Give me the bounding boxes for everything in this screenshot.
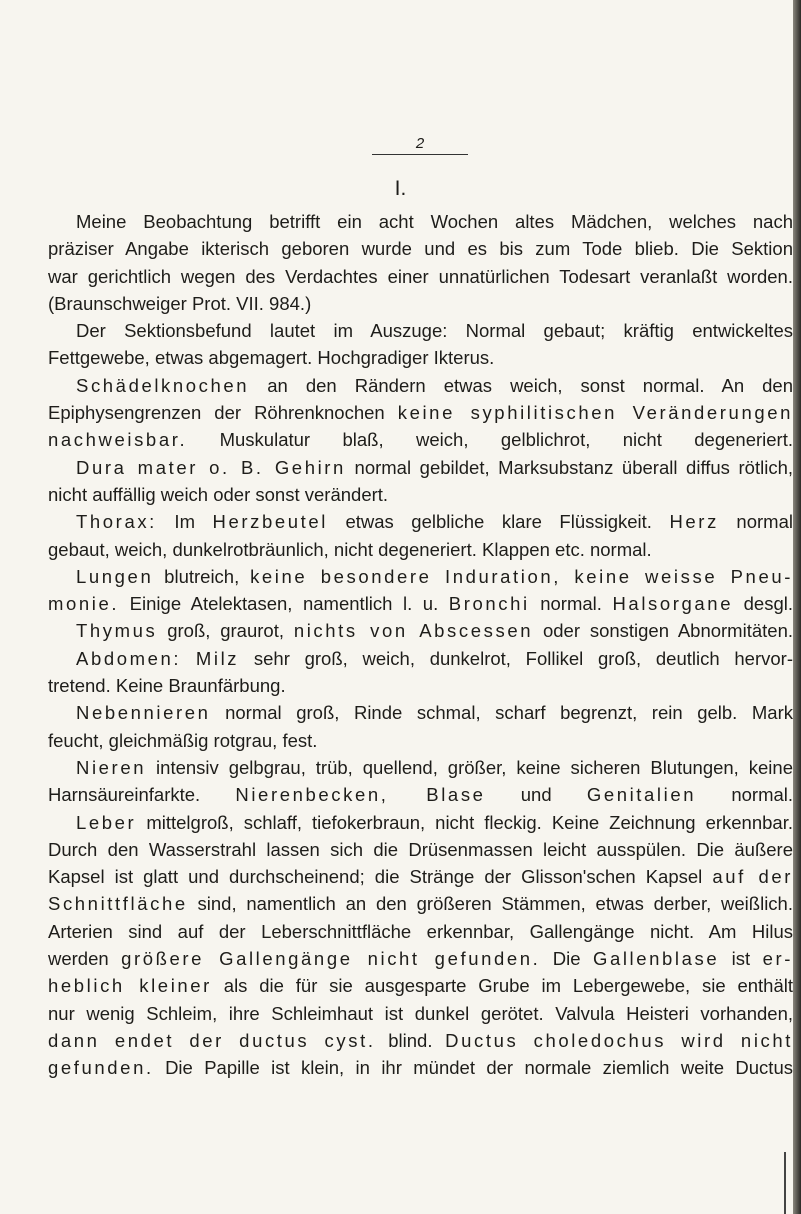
text-segment: Die Papille ist klein, in ihr mündet der normale ziemlich weite Ductus	[153, 1057, 793, 1079]
spaced-emphasis-text: Dura mater o. B. Gehirn	[76, 456, 346, 478]
scan-margin-mark	[784, 1152, 786, 1214]
text-segment: präziser Angabe ikterisch geboren wurde und es bis zum Tode blieb. Die Sektion	[48, 238, 793, 260]
spaced-emphasis-text: größere Gallengänge nicht gefunden.	[121, 948, 541, 970]
spaced-emphasis-text: Nierenbecken, Blase	[235, 784, 486, 806]
spaced-emphasis-text: Ductus choledochus wird nicht	[445, 1029, 793, 1051]
spaced-emphasis-text: Abdomen:	[76, 647, 182, 669]
text-segment: Einige Atelektasen, namentlich l. u.	[119, 593, 449, 615]
text-line	[48, 754, 793, 781]
text-segment: Die	[540, 948, 593, 970]
text-line	[48, 945, 793, 972]
spaced-emphasis-text: er-	[762, 948, 793, 970]
text-line	[48, 809, 793, 836]
text-line	[48, 972, 793, 999]
text-line	[48, 590, 793, 617]
text-line	[48, 235, 793, 262]
text-segment: Epiphysengrenzen der Röhrenknochen	[48, 402, 398, 424]
text-line	[48, 426, 793, 453]
text-segment: an den Rändern etwas weich, sonst normal. An den	[249, 374, 793, 396]
text-line	[48, 617, 793, 644]
text-segment: Meine Beobachtung betrifft ein acht Wochen altes Mädchen, welches nach	[76, 211, 793, 232]
text-line	[48, 699, 793, 726]
text-segment: Fettgewebe, etwas abgemagert. Hochgradiger Ikterus.	[48, 347, 495, 369]
spaced-emphasis-text: Gallenblase	[592, 948, 720, 970]
spaced-emphasis-text: dann endet der ductus cyst.	[48, 1029, 376, 1051]
text-segment: Im	[156, 511, 213, 533]
spaced-emphasis-text: Nebennieren	[76, 702, 211, 724]
text-line	[48, 344, 793, 371]
text-line	[48, 863, 793, 890]
text-segment: war gerichtlich wegen des Verdachtes einer unnatürlichen Todesart veranlaßt worden.	[48, 265, 793, 287]
text-segment: blind.	[375, 1029, 446, 1051]
text-segment: mittelgroß, schlaff, tiefokerbraun, nicht fleckig. Keine Zeichnung erkennbar.	[136, 811, 793, 833]
text-line	[48, 508, 793, 535]
text-segment: gebaut, weich, dunkelrotbräunlich, nicht degeneriert. Klappen etc. normal.	[48, 538, 652, 560]
text-line	[48, 372, 793, 399]
spaced-emphasis-text: Leber	[76, 811, 137, 833]
text-segment: (Braunschweiger Prot. VII. 984.)	[48, 292, 312, 314]
spaced-emphasis-text: Herzbeutel	[212, 511, 328, 533]
spaced-emphasis-text: monie.	[48, 593, 120, 615]
text-segment: Arterien sind auf der Leberschnittfläche erkennbar, Gallengänge nicht. Am Hilus	[48, 920, 793, 942]
text-segment: normal groß, Rinde schmal, scharf begrenzt, rein gelb. Mark	[210, 702, 793, 724]
text-line	[48, 208, 793, 235]
text-segment: feucht, gleichmäßig rotgrau, fest.	[48, 729, 318, 751]
text-segment: etwas gelbliche klare Flüssigkeit.	[327, 511, 670, 533]
text-line	[48, 1027, 793, 1054]
text-segment: sehr groß, weich, dunkelrot, Follikel groß, deutlich hervor-	[239, 647, 793, 669]
text-segment: nur wenig Schleim, ihre Schleimhaut ist dunkel gerötet. Valvula Heisteri vorhanden,	[48, 1002, 793, 1024]
text-segment: groß, graurot,	[157, 620, 294, 642]
text-segment: intensiv gelbgrau, trüb, quellend, größer, keine sicheren Blutungen, keine	[146, 756, 793, 778]
spaced-emphasis-text: Thymus	[76, 620, 158, 642]
text-segment: Muskulatur blaß, weich, gelblichrot, nicht degeneriert.	[187, 429, 793, 451]
spaced-emphasis-text: Schnittfläche	[48, 893, 188, 915]
text-line	[48, 918, 793, 945]
text-line	[48, 781, 793, 808]
spaced-emphasis-text: Bronchi	[448, 593, 530, 615]
spaced-emphasis-text: auf der	[712, 866, 793, 888]
text-segment: werden	[48, 948, 122, 970]
text-line	[48, 454, 793, 481]
text-segment: normal.	[529, 593, 613, 615]
text-segment: normal gebildet, Marksubstanz überall diffus rötlich,	[345, 456, 793, 478]
spaced-emphasis-text: Lungen	[76, 565, 154, 587]
text-line	[48, 727, 793, 754]
text-line	[48, 290, 793, 317]
spaced-emphasis-text: heblich kleiner	[48, 975, 212, 997]
spaced-emphasis-text: Herz	[669, 511, 719, 533]
section-heading: I.	[394, 177, 407, 200]
spaced-emphasis-text: Nieren	[76, 756, 147, 778]
spaced-emphasis-text: Thorax:	[76, 511, 157, 533]
text-segment: nicht auffällig weich oder sonst verändert.	[48, 483, 389, 505]
text-segment: normal	[718, 511, 793, 533]
spaced-emphasis-text: keine syphilitischen Veränderungen	[397, 402, 793, 424]
spaced-emphasis-text: nachweisbar.	[48, 429, 188, 451]
text-line	[48, 317, 793, 344]
text-segment: Kapsel ist glatt und durchscheinend; die Stränge der Glisson'schen Kapsel	[48, 866, 713, 888]
text-segment: Harnsäureinfarkte.	[48, 784, 236, 806]
text-segment: sind, namentlich an den größeren Stämmen, etwas derber, weißlich.	[187, 893, 793, 915]
spaced-emphasis-text: gefunden.	[48, 1057, 154, 1079]
text-segment: und	[485, 784, 587, 806]
text-segment	[181, 648, 196, 669]
text-line	[48, 672, 793, 699]
text-line	[48, 536, 793, 563]
text-line	[48, 263, 793, 290]
text-line	[48, 1054, 793, 1081]
text-segment: tretend. Keine Braunfärbung.	[48, 675, 286, 697]
text-line	[48, 399, 793, 426]
text-line	[48, 481, 793, 508]
text-segment: desgl.	[733, 593, 793, 615]
text-segment: ist	[719, 948, 763, 970]
page-number: 2	[372, 134, 468, 155]
text-segment: oder sonstigen Abnormitäten.	[533, 620, 793, 642]
text-segment: normal.	[696, 784, 793, 806]
spaced-emphasis-text: keine besondere Induration, keine weisse Pneu-	[250, 565, 793, 587]
text-segment: Der Sektionsbefund lautet im Auszuge: Normal gebaut; kräftig entwickeltes	[76, 320, 793, 342]
spaced-emphasis-text: nichts von Abscessen	[293, 620, 534, 642]
text-line	[48, 890, 793, 917]
spaced-emphasis-text: Genitalien	[586, 784, 697, 806]
text-segment: als die für sie ausgesparte Grube im Lebergewebe, sie enthält	[211, 975, 793, 997]
text-line	[48, 1000, 793, 1027]
text-line	[48, 563, 793, 590]
body-text	[48, 208, 793, 1082]
text-segment: blutreich,	[153, 565, 251, 587]
text-line	[48, 645, 793, 672]
text-line	[48, 836, 793, 863]
spaced-emphasis-text: Halsorgane	[612, 593, 734, 615]
spaced-emphasis-text: Schädelknochen	[76, 374, 250, 396]
text-segment: Durch den Wasserstrahl lassen sich die Drüsenmassen leicht ausspülen. Die äußere	[48, 838, 793, 860]
spaced-emphasis-text: Milz	[195, 647, 240, 669]
